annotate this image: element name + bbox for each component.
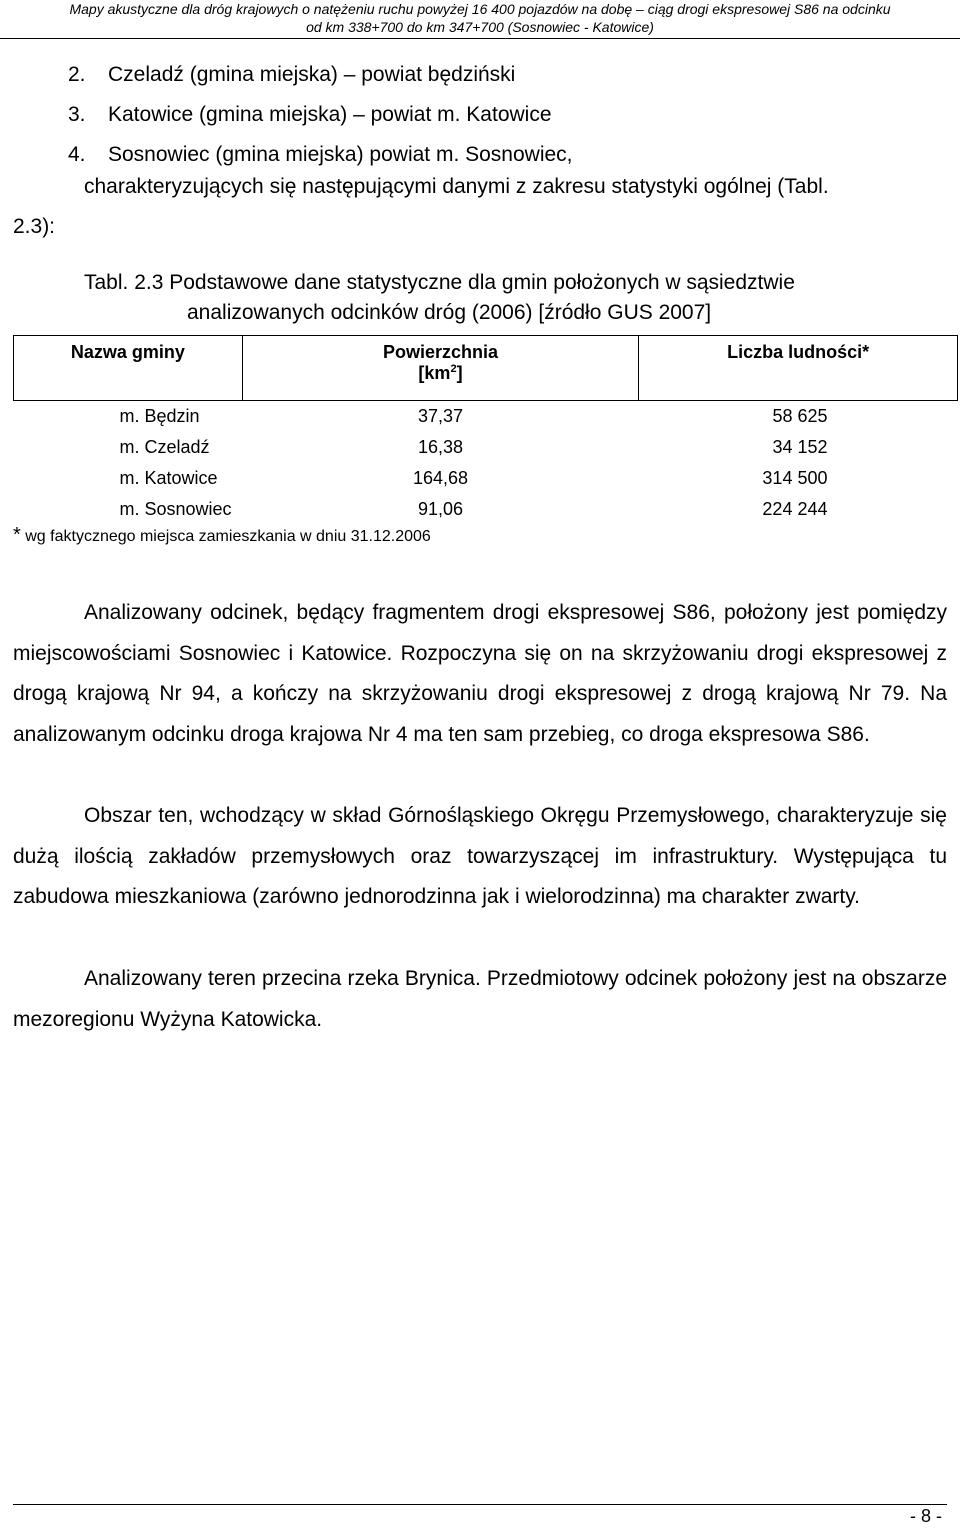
header-area-unit (418, 363, 462, 383)
header-line-1: Mapy akustyczne dla dróg krajowych o natężeniu ruchu powyżej 16 400 pojazdów na dobę – ciąg drogi ekspresowej S86 na odcinku (69, 1, 891, 17)
cell-population: 34 152 (772, 437, 828, 457)
caption-line-2: analizowanych odcinków dróg (2006) [źródło GUS 2007] (187, 301, 712, 324)
cell-area: 37,37 (417, 406, 464, 426)
paragraph-2 (13, 796, 947, 918)
header-area-line-1: Powierzchnia (382, 342, 499, 362)
caption-line-1: Tabl. 2.3 Podstawowe dane statystyczne dla gmin położonych w sąsiedztwie (84, 271, 795, 294)
footnote-text: wg faktycznego miejsca zamieszkania w dniu 31.12.2006 (25, 528, 431, 545)
table-footnote (13, 524, 431, 547)
cell-population: 58 625 (772, 406, 828, 426)
paragraph-1 (13, 593, 947, 755)
cell-area: 91,06 (417, 499, 464, 519)
cell-name: m. Czeladź (119, 437, 210, 457)
list-item (68, 55, 573, 95)
list-item-text: Katowice (gmina miejska) – powiat m. Katowice (108, 103, 552, 126)
table-row (14, 494, 958, 525)
paragraph-3 (13, 959, 947, 1040)
list-item (68, 135, 573, 175)
municipality-list (68, 55, 573, 175)
header-area-unit-pre: [km (418, 363, 451, 383)
cell-population: 314 500 (762, 468, 828, 488)
statistics-table (13, 335, 958, 525)
table-row (14, 463, 958, 494)
list-item-number: 3. (68, 103, 86, 126)
header-area-unit-sup: 2 (450, 363, 457, 375)
list-continuation: charakteryzujących się następującymi danymi z zakresu statystyki ogólnej (Tabl. (84, 175, 829, 198)
table-row (14, 432, 958, 463)
header-line-2: od km 338+700 do km 347+700 (Sosnowiec - Katowice) (306, 19, 654, 35)
table-header-row (14, 336, 958, 401)
cell-name: m. Katowice (119, 468, 218, 488)
table-row (14, 401, 958, 433)
list-continuation-wrap: 2.3): (13, 215, 56, 238)
list-item-text: Czeladź (gmina miejska) – powiat będziński (108, 63, 516, 86)
cell-population: 224 244 (762, 499, 828, 519)
paragraph-3-text: Analizowany teren przecina rzeka Brynica. Przedmiotowy odcinek położony jest na obszarze mezoregionu Wyżyna Katowicka. (13, 967, 947, 1031)
cell-area: 16,38 (417, 437, 464, 457)
page-header (0, 0, 960, 39)
footer-divider (13, 1504, 947, 1505)
cell-name: m. Sosnowiec (119, 499, 232, 519)
paragraph-2-text: Obszar ten, wchodzący w skład Górnośląskiego Okręgu Przemysłowego, charakteryzuje się dużą ilością zakładów przemysłowych oraz towarzyszącej im infrastruktury. Występująca tu zabudowa mieszkaniowa (zarówno jednorodzinna jak i wielorodzinna) ma charakter zwarty. (13, 804, 947, 909)
header-area (242, 336, 639, 401)
list-item (68, 95, 573, 135)
header-population: Liczba ludności* (639, 336, 958, 401)
header-area-unit-post: ] (456, 363, 463, 383)
list-item-number: 4. (68, 143, 86, 166)
cell-area: 164,68 (412, 468, 469, 488)
statistics-table-wrapper (13, 335, 958, 525)
header-name: Nazwa gminy (14, 336, 243, 401)
list-item-text: Sosnowiec (gmina miejska) powiat m. Sosnowiec, (108, 143, 573, 166)
paragraph-1-text: Analizowany odcinek, będący fragmentem drogi ekspresowej S86, położony jest pomiędzy miejscowościami Sosnowiec i Katowice. Rozpoczyna się on na skrzyżowaniu drogi ekspresowej z drogą krajową Nr 94, a kończy na skrzyżowaniu drogi ekspresowej z drogą krajową Nr 79. Na analizowanym odcinku droga krajowa Nr 4 ma ten sam przebieg, co droga ekspresowa S86. (13, 601, 947, 746)
footnote-star: * (13, 524, 21, 546)
table-caption (84, 268, 795, 328)
list-item-number: 2. (68, 63, 86, 86)
cell-name: m. Będzin (119, 406, 200, 426)
page-number: - 8 - (909, 1506, 942, 1526)
